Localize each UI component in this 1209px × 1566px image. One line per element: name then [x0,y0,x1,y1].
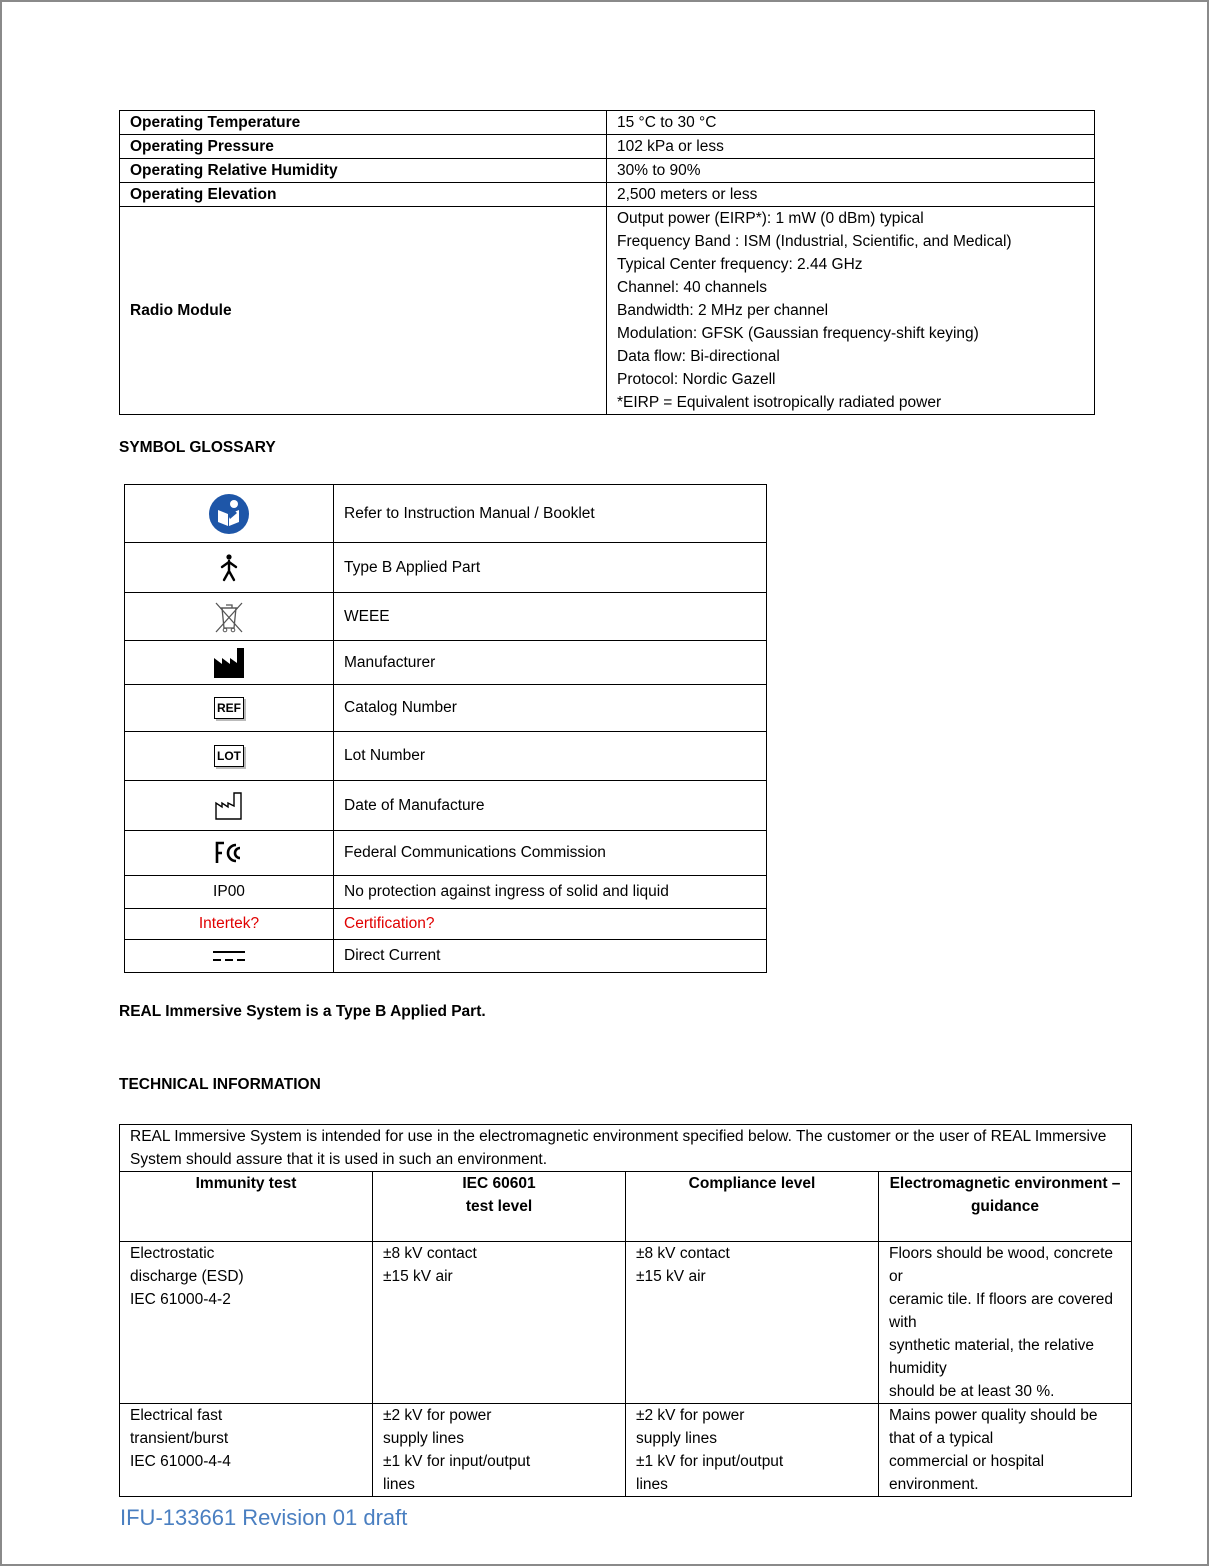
date-of-manufacture-icon [125,781,334,831]
table-row [120,1242,1132,1404]
table-row [125,781,767,831]
table-row [120,159,1095,183]
cell-line: discharge (ESD) [130,1268,244,1285]
column-header [879,1172,1132,1242]
table-row [125,641,767,685]
lot-number-icon-text: LOT [214,745,244,767]
table-row [125,831,767,876]
test-level-cell [373,1404,626,1497]
emc-immunity-table [119,1124,1132,1497]
radio-line: Modulation: GFSK (Gaussian frequency-shift keying) [617,325,979,342]
spec-label: Operating Elevation [120,183,607,207]
cell-line: synthetic material, the relative humidity [889,1337,1095,1377]
guidance-cell [879,1242,1132,1404]
table-row [120,1404,1132,1497]
header-line: Electromagnetic environment – [889,1175,1121,1192]
manufacturer-icon [125,641,334,685]
cell-line: supply lines [636,1430,717,1447]
test-level-cell [373,1242,626,1404]
symbol-description: Date of Manufacture [334,781,767,831]
table-row [120,135,1095,159]
emc-intro: REAL Immersive System is intended for use in the electromagnetic environment specified below. The customer or the user of REAL Immersive System should assure that it is used in such an environment. [120,1125,1132,1172]
catalog-number-icon-text: REF [214,697,244,719]
table-row [120,183,1095,207]
column-header: Immunity test [120,1172,373,1242]
spec-label: Radio Module [120,207,607,415]
table-row [125,876,767,909]
spec-value: 2,500 meters or less [607,183,1095,207]
direct-current-icon [125,940,334,973]
column-header: Compliance level [626,1172,879,1242]
table-row [120,111,1095,135]
symbol-description: Type B Applied Part [334,543,767,593]
type-b-statement: REAL Immersive System is a Type B Applied Part. [119,1003,486,1020]
cell-line: IEC 61000-4-4 [130,1453,231,1470]
cell-line: ±1 kV for input/output [636,1453,784,1470]
table-row [120,1125,1132,1172]
symbol-glossary-table [124,484,767,973]
table-row [125,543,767,593]
spec-label: Operating Temperature [120,111,607,135]
table-row [125,485,767,543]
table-row [120,207,1095,415]
instruction-manual-icon [125,485,334,543]
cell-line: Electrical fast [130,1407,223,1424]
radio-line: Channel: 40 channels [617,279,767,296]
weee-icon [125,593,334,641]
compliance-level-cell [626,1242,879,1404]
lot-number-icon [125,732,334,781]
symbol-description: Direct Current [334,940,767,973]
symbol-description: Certification? [334,909,767,940]
cell-line: lines [383,1476,415,1493]
symbol-description: No protection against ingress of solid and liquid [334,876,767,909]
catalog-number-icon [125,685,334,732]
table-header-row [120,1172,1132,1242]
symbol-description: WEEE [334,593,767,641]
technical-information-heading: TECHNICAL INFORMATION [119,1076,321,1093]
symbol-description: Refer to Instruction Manual / Booklet [334,485,767,543]
cell-line: ±8 kV contact [383,1245,477,1262]
compliance-level-cell [626,1404,879,1497]
table-row [125,940,767,973]
radio-line: Protocol: Nordic Gazell [617,371,776,388]
symbol-description: Federal Communications Commission [334,831,767,876]
guidance-cell [879,1404,1132,1497]
table-row [125,732,767,781]
specifications-table [119,110,1095,415]
cell-line: ±2 kV for power [636,1407,745,1424]
radio-line: Data flow: Bi-directional [617,348,780,365]
spec-label: Operating Relative Humidity [120,159,607,183]
ip-rating-symbol: IP00 [125,876,334,909]
symbol-description: Lot Number [334,732,767,781]
header-line: guidance [970,1198,1040,1215]
cell-line: Mains power quality should be that of a typical [889,1407,1098,1447]
cell-line: ceramic tile. If floors are covered with [889,1291,1113,1331]
table-row [125,593,767,641]
cell-line: commercial or hospital [889,1453,1045,1470]
immunity-test-cell [120,1404,373,1497]
radio-module-details [607,207,1095,415]
cell-line: lines [636,1476,668,1493]
header-line: IEC 60601 [462,1175,536,1192]
certification-symbol: Intertek? [125,909,334,940]
spec-value: 15 °C to 30 °C [607,111,1095,135]
cell-line: ±1 kV for input/output [383,1453,531,1470]
radio-line: *EIRP = Equivalent isotropically radiated power [617,394,942,411]
spec-value: 30% to 90% [607,159,1095,183]
symbol-description: Catalog Number [334,685,767,732]
cell-line: ±8 kV contact [636,1245,730,1262]
cell-line: environment. [889,1476,979,1493]
table-row [125,685,767,732]
cell-line: IEC 61000-4-2 [130,1291,231,1308]
cell-line: ±2 kV for power [383,1407,492,1424]
cell-line: transient/burst [130,1430,229,1447]
fcc-icon [125,831,334,876]
immunity-test-cell [120,1242,373,1404]
radio-line: Bandwidth: 2 MHz per channel [617,302,829,319]
symbol-description: Manufacturer [334,641,767,685]
header-line: test level [465,1198,533,1215]
column-header [373,1172,626,1242]
type-b-applied-part-icon [125,543,334,593]
radio-line: Typical Center frequency: 2.44 GHz [617,256,863,273]
symbol-glossary-heading: SYMBOL GLOSSARY [119,439,276,456]
cell-line: Electrostatic [130,1245,215,1262]
cell-line: Floors should be wood, concrete or [889,1245,1114,1285]
cell-line: ±15 kV air [636,1268,706,1285]
radio-line: Frequency Band : ISM (Industrial, Scientific, and Medical) [617,233,1012,250]
radio-line: Output power (EIRP*): 1 mW (0 dBm) typical [617,210,924,227]
cell-line: should be at least 30 %. [889,1383,1055,1400]
table-row [125,909,767,940]
cell-line: ±15 kV air [383,1268,453,1285]
spec-value: 102 kPa or less [607,135,1095,159]
document-footer: IFU-133661 Revision 01 draft [120,1505,408,1530]
cell-line: supply lines [383,1430,464,1447]
spec-label: Operating Pressure [120,135,607,159]
